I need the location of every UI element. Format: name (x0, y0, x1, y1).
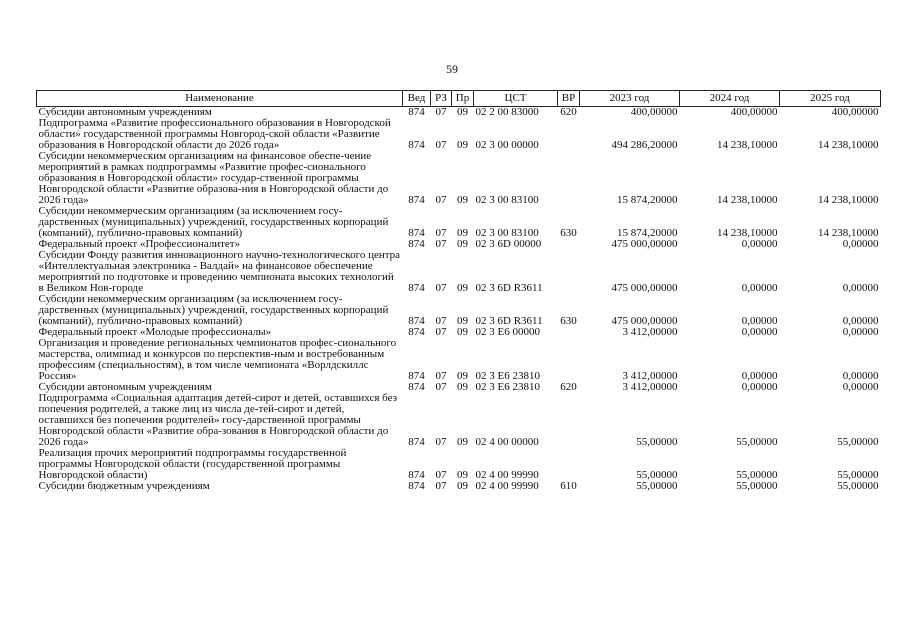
row-ved: 874 (408, 326, 425, 338)
row-2025: 400,00000 (780, 107, 881, 119)
row-vr (558, 151, 580, 206)
row-pr: 09 (452, 107, 474, 119)
row-vr (558, 393, 580, 448)
table-row (37, 151, 881, 206)
row-2024: 0,00000 (741, 315, 778, 327)
row-vr (558, 448, 580, 481)
row-cst: 02 3 6D R3611 (475, 282, 543, 294)
row-rz: 07 (435, 227, 447, 239)
row-2025: 0,00000 (842, 370, 879, 382)
row-pr: 09 (457, 370, 468, 382)
row-2025: 55,00000 (837, 469, 879, 481)
header-2023: 2023 год (580, 91, 680, 107)
row-ved: 874 (408, 381, 425, 393)
row-name: Субсидии автономным учреждениям (38, 381, 212, 393)
row-2023: 3 412,00000 (622, 381, 678, 393)
row-vr (558, 118, 580, 151)
row-2024: 400,00000 (680, 107, 780, 119)
row-cst: 02 3 00 83100 (475, 194, 539, 206)
row-pr: 09 (457, 436, 468, 448)
row-ved: 874 (408, 370, 425, 382)
row-2023: 3 412,00000 (622, 370, 678, 382)
row-cst: 02 4 00 00000 (475, 436, 539, 448)
row-ved: 874 (408, 282, 425, 294)
header-cst: ЦСТ (474, 91, 558, 107)
row-2025: 55,00000 (837, 480, 879, 492)
row-vr (558, 239, 580, 250)
row-ved: 874 (408, 436, 425, 448)
row-rz: 07 (435, 139, 447, 151)
table-row (37, 448, 881, 481)
row-ved: 874 (408, 238, 425, 250)
row-2025: 0,00000 (842, 238, 879, 250)
row-cst: 02 3 00 83100 (475, 227, 539, 239)
table-row (37, 393, 881, 448)
row-ved: 874 (408, 469, 425, 481)
row-rz: 07 (435, 370, 447, 382)
row-rz: 07 (435, 381, 447, 393)
row-2023: 475 000,00000 (611, 282, 678, 294)
row-pr: 09 (457, 227, 468, 239)
row-2025: 0,00000 (842, 315, 879, 327)
header-2024: 2024 год (680, 91, 780, 107)
row-ved: 874 (408, 194, 425, 206)
row-name: Подпрограмма «Развитие профессионального образования в Новгородской области» государственной программы Новгород-ской области «Развитие образования в Новгородской области до 2026 года» (38, 117, 391, 151)
row-rz: 07 (435, 469, 447, 481)
row-2023: 15 874,20000 (617, 194, 678, 206)
row-2024: 55,00000 (736, 469, 778, 481)
row-name: Субсидии бюджетным учреждениям (38, 480, 210, 492)
row-rz: 07 (435, 315, 447, 327)
page-number: 59 (446, 62, 458, 76)
header-rz: РЗ (431, 91, 452, 107)
row-name: Субсидии некоммерческим организациям (за исключением госу-дарственных (муниципальных) учреждений, государственных корпораций (компаний), публично-правовых компаний) (38, 205, 389, 239)
table-row (37, 118, 881, 151)
row-name: Реализация прочих мероприятий подпрограммы государственной программы Новгородской области (государственной программы Новгородской области) (38, 447, 347, 481)
row-2023: 475 000,00000 (611, 315, 678, 327)
row-vr: 630 (560, 227, 577, 239)
row-2025: 14 238,10000 (818, 227, 879, 239)
row-2024: 0,00000 (741, 381, 778, 393)
table-row (37, 206, 881, 239)
row-ved: 874 (408, 139, 425, 151)
row-ved: 874 (408, 315, 425, 327)
row-pr: 09 (457, 480, 468, 492)
row-2024: 14 238,10000 (717, 194, 778, 206)
row-vr (558, 250, 580, 294)
row-ved: 874 (403, 107, 431, 119)
row-cst: 02 3 E6 23810 (475, 381, 540, 393)
row-2023: 15 874,20000 (617, 227, 678, 239)
row-2024: 0,00000 (741, 238, 778, 250)
row-ved: 874 (408, 480, 425, 492)
row-name: Субсидии некоммерческим организациям (за исключением госу-дарственных (муниципальных) учреждений, государственных корпораций (компаний), публично-правовых компаний) (38, 293, 389, 327)
row-cst: 02 4 00 99990 (475, 469, 539, 481)
row-ved: 874 (408, 227, 425, 239)
row-2023: 55,00000 (636, 436, 678, 448)
header-2025: 2025 год (780, 91, 881, 107)
row-pr: 09 (457, 326, 468, 338)
row-name: Организация и проведение региональных чемпионатов профес-сионального мастерства, олимпиад и конкурсов по перспектив-ным и востребованным профессиям (специальностям), в том числе чемпионата «Ворлдскиллс Россия» (38, 337, 397, 382)
row-rz: 07 (435, 326, 447, 338)
row-name: Федеральный проект «Профессионалитет» (38, 238, 241, 250)
row-rz: 07 (435, 238, 447, 250)
row-2025: 55,00000 (837, 436, 879, 448)
row-2025: 14 238,10000 (818, 139, 879, 151)
row-pr: 09 (457, 282, 468, 294)
row-pr: 09 (457, 194, 468, 206)
row-pr: 09 (457, 469, 468, 481)
row-vr: 620 (560, 381, 577, 393)
row-cst: 02 2 00 83000 (474, 107, 558, 119)
row-cst: 02 3 E6 23810 (475, 370, 540, 382)
row-name: Федеральный проект «Молодые профессионалы» (38, 326, 272, 338)
row-2024: 14 238,10000 (717, 139, 778, 151)
row-2023: 55,00000 (636, 469, 678, 481)
row-2023: 400,00000 (580, 107, 680, 119)
row-rz: 07 (431, 107, 452, 119)
row-2025: 14 238,10000 (818, 194, 879, 206)
header-vr: ВР (558, 91, 580, 107)
budget-table (36, 90, 881, 492)
row-pr: 09 (457, 139, 468, 151)
row-2024: 55,00000 (736, 480, 778, 492)
row-2024: 0,00000 (741, 370, 778, 382)
header-ved: Вед (403, 91, 431, 107)
row-pr: 09 (457, 381, 468, 393)
row-cst: 02 3 6D R3611 (475, 315, 543, 327)
row-vr (558, 338, 580, 382)
row-cst: 02 3 E6 00000 (475, 326, 540, 338)
row-cst: 02 3 00 00000 (475, 139, 539, 151)
row-vr (558, 327, 580, 338)
header-pr: Пр (452, 91, 474, 107)
header-name: Наименование (37, 91, 403, 107)
row-2025: 0,00000 (842, 282, 879, 294)
row-2024: 55,00000 (736, 436, 778, 448)
row-vr: 610 (560, 480, 577, 492)
row-rz: 07 (435, 194, 447, 206)
row-pr: 09 (457, 238, 468, 250)
row-2023: 475 000,00000 (611, 238, 678, 250)
header-row (37, 91, 881, 107)
table-row (37, 481, 881, 492)
row-rz: 07 (435, 480, 447, 492)
row-pr: 09 (457, 315, 468, 327)
row-2025: 0,00000 (842, 326, 879, 338)
row-2024: 0,00000 (741, 326, 778, 338)
row-name: Субсидии Фонду развития инновационного научно-технологического центра «Интеллектуальная электроника - Валдай» на финансовое обеспечение мероприятий по подготовке и проведению чемпионата высоких технологий в Великом Нов-городе (38, 249, 401, 294)
table-row (37, 250, 881, 294)
row-2023: 494 286,20000 (611, 139, 678, 151)
row-name: Субсидии автономным учреждениям (37, 107, 403, 119)
row-2024: 14 238,10000 (717, 227, 778, 239)
table-row (37, 338, 881, 382)
row-2025: 0,00000 (842, 381, 879, 393)
row-2024: 0,00000 (741, 282, 778, 294)
row-vr: 630 (560, 315, 577, 327)
row-vr: 620 (558, 107, 580, 119)
table-row (37, 294, 881, 327)
row-cst: 02 4 00 99990 (475, 480, 539, 492)
row-cst: 02 3 6D 00000 (475, 238, 542, 250)
row-rz: 07 (435, 282, 447, 294)
row-name: Подпрограмма «Социальная адаптация детей-сирот и детей, оставшихся без попечения родителей, а также лиц из числа де-тей-сирот и детей, оставшихся без попечения родителей» госу-дарственной программы Новгородской области «Развитие обра-зования в Новгородской области до 2026 года» (38, 392, 397, 448)
row-2023: 3 412,00000 (622, 326, 678, 338)
row-name: Субсидии некоммерческим организациям на финансовое обеспе-чение мероприятий в рамках подпрограммы «Развитие профес-сионального образования в Новгородской области» государ-ственной программы Новгородской области «Развитие образова-ния в Новгородской области до 2026 года» (38, 150, 389, 206)
row-2023: 55,00000 (636, 480, 678, 492)
row-rz: 07 (435, 436, 447, 448)
